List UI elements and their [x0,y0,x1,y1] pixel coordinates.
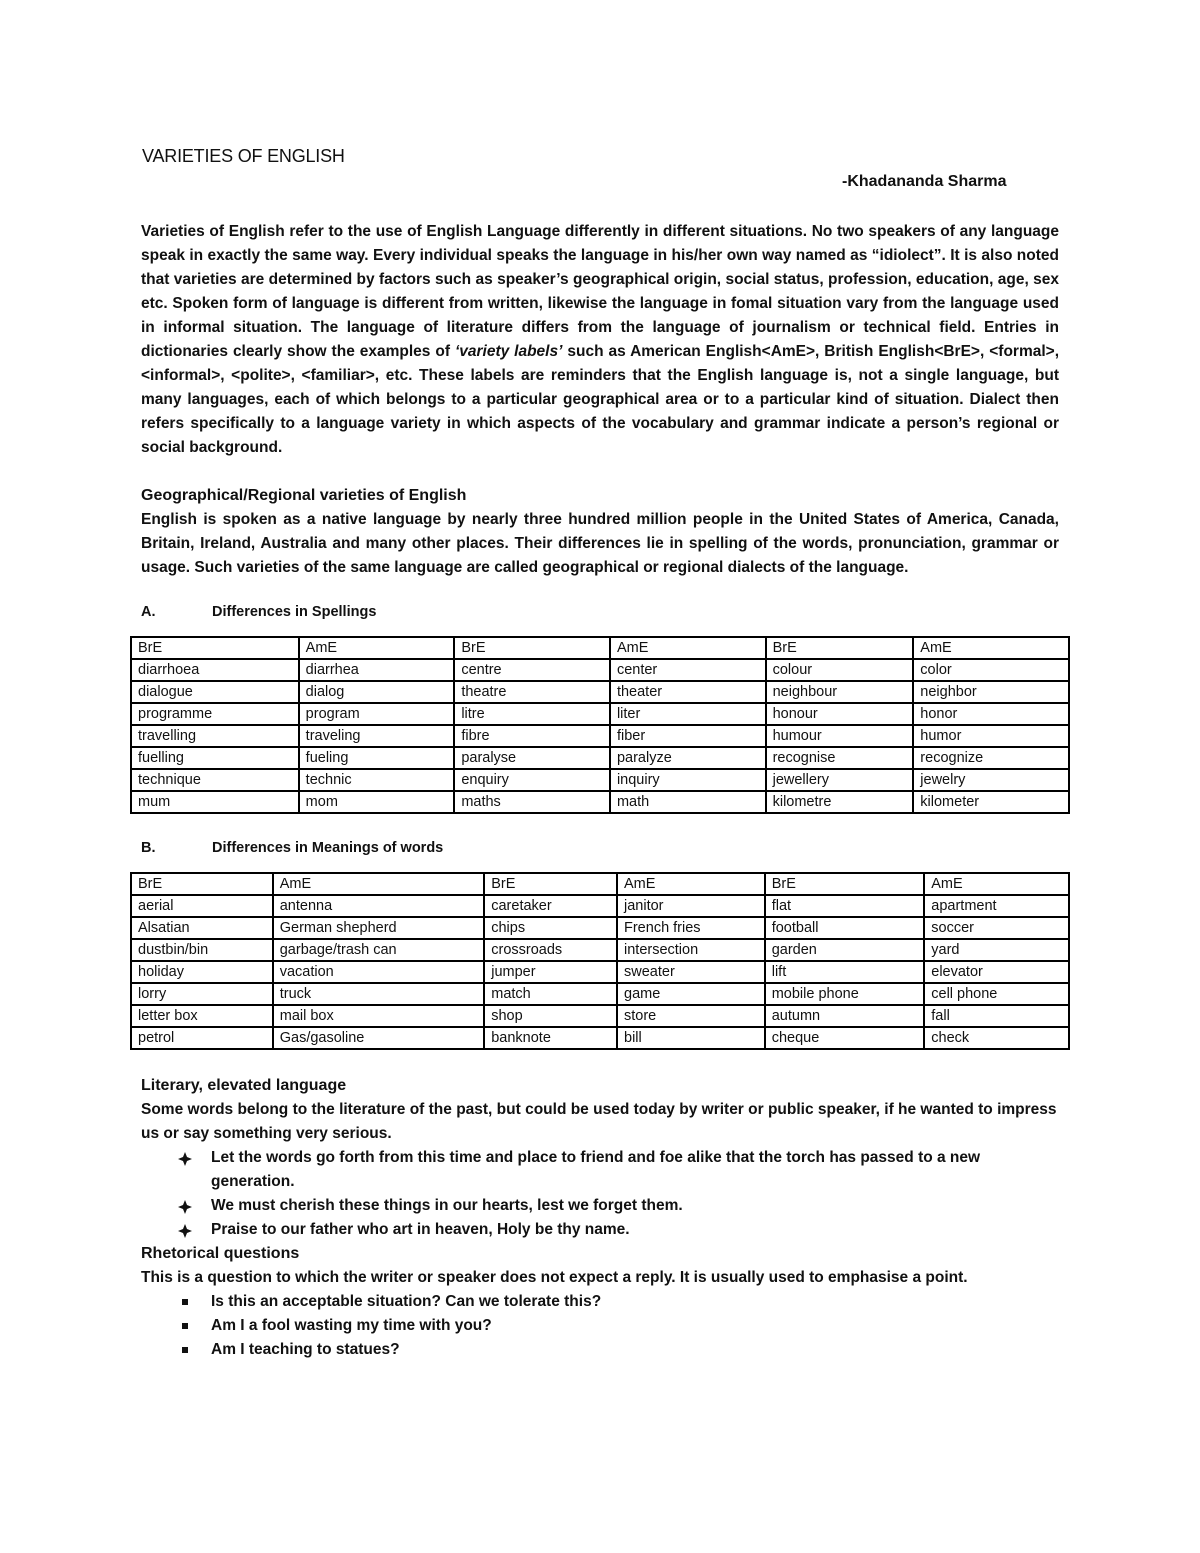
table-row [131,791,1069,813]
table-cell: diarrhoea [131,659,299,681]
intro-text: Varieties of English refer to the use of English Language differently in different situations. No two speakers of any language speak in exactly the same way. Every individual speaks the language in his/her own way named as “idiolect”. It is also noted that varieties are determined by factors such as speaker’s geographical origin, social status, profession, education, age, sex etc. Spoken form of language is different from written, likewise the language in fomal situation vary from the language used in informal situation. The language of literature differs from the language of journalism or technical field. Entries in dictionaries clearly show the examples of [141,223,1059,360]
table-row [131,961,1069,983]
spacer [141,1050,1059,1074]
table-cell: apartment [924,895,1069,917]
table-cell: game [617,983,765,1005]
meaning-table [130,872,1070,1050]
column-header: AmE [273,873,485,895]
table-cell: enquiry [454,769,610,791]
square-bullet-icon [175,1338,195,1362]
table-cell: programme [131,703,299,725]
rhetorical-heading: Rhetorical questions [141,1245,300,1262]
geo-heading: Geographical/Regional varieties of English [141,487,467,504]
table-cell: kilometre [766,791,914,813]
document-body [138,220,1060,1362]
table-row [131,1005,1069,1027]
table-cell: litre [454,703,610,725]
column-header: BrE [484,873,617,895]
column-header: AmE [617,873,765,895]
table-cell: technic [299,769,455,791]
table-cell: flat [765,895,925,917]
table-cell: lift [765,961,925,983]
list-item: Is this an acceptable situation? Can we tolerate this? [141,1290,1059,1314]
table-cell: check [924,1027,1069,1049]
table-cell: football [765,917,925,939]
table-cell: jumper [484,961,617,983]
table-cell: janitor [617,895,765,917]
table-cell: French fries [617,917,765,939]
diamond-bullet-icon [175,1218,195,1242]
rhetorical-paragraph: This is a question to which the writer or speaker does not expect a reply. It is usually used to emphasise a point. [141,1269,968,1286]
table-cell: autumn [765,1005,925,1027]
table-cell: lorry [131,983,273,1005]
table-cell: antenna [273,895,485,917]
table-row [131,747,1069,769]
square-bullet-icon [175,1290,195,1314]
table-cell: jewellery [766,769,914,791]
spacer [141,580,1059,600]
table-cell: mum [131,791,299,813]
table-row [131,725,1069,747]
column-header: BrE [454,637,610,659]
section-b-letter: B. [141,840,156,856]
table-cell: travelling [131,725,299,747]
table-cell: soccer [924,917,1069,939]
table-cell: fall [924,1005,1069,1027]
spacer [141,814,1059,836]
spelling-table [130,636,1070,814]
table-cell: maths [454,791,610,813]
table-cell: yard [924,939,1069,961]
table-cell: cell phone [924,983,1069,1005]
table-cell: technique [131,769,299,791]
section_b-header-row [131,873,1069,895]
table-row [131,703,1069,725]
literary-examples [141,1146,1059,1242]
table-cell: paralyse [454,747,610,769]
table-cell: holiday [131,961,273,983]
document-author: -Khadananda Sharma [842,173,1007,190]
spacer [141,460,1059,484]
table-cell: fibre [454,725,610,747]
table-cell: kilometer [913,791,1069,813]
geo-paragraph: English is spoken as a native language by nearly three hundred million people in the United States of America, Canada, Britain, Ireland, Australia and many other places. Their differences lie in spelling of the words, pronunciation, grammar or usage. Such varieties of the same language are called geographical or regional dialects of the language. [141,511,1059,576]
list-item: Let the words go forth from this time and place to friend and foe alike that the torch has passed to a new generation. [141,1146,1059,1194]
intro-text-end: such as American English<AmE>, British English<BrE>, <formal>, <informal>, <polite>, <familiar>, etc. These labels are reminders that the English language is, not a single language, but many languages, each of which belongs to a particular geographical area or to a particular kind of situation. Dialect then refers specifically to a language variety in which aspects of the vocabulary and grammar indicate a person’s regional or social background. [141,343,1060,456]
table-cell: garbage/trash can [273,939,485,961]
table-cell: recognize [913,747,1069,769]
table-cell: elevator [924,961,1069,983]
literary-heading: Literary, elevated language [141,1077,347,1094]
table-cell: centre [454,659,610,681]
table-cell: shop [484,1005,617,1027]
table-cell: Gas/gasoline [273,1027,485,1049]
table-cell: mail box [273,1005,485,1027]
table-cell: garden [765,939,925,961]
table-cell: aerial [131,895,273,917]
table-cell: honor [913,703,1069,725]
table-cell: caretaker [484,895,617,917]
table-cell: jewelry [913,769,1069,791]
table-cell: neighbour [766,681,914,703]
table-cell: crossroads [484,939,617,961]
table-cell: math [610,791,766,813]
table-cell: mobile phone [765,983,925,1005]
table-cell: mom [299,791,455,813]
table-cell: color [913,659,1069,681]
list-item: Am I a fool wasting my time with you? [141,1314,1059,1338]
table-cell: cheque [765,1027,925,1049]
table-cell: Alsatian [131,917,273,939]
table-cell: dialog [299,681,455,703]
table-cell: theater [610,681,766,703]
table-cell: sweater [617,961,765,983]
table-cell: letter box [131,1005,273,1027]
section-a-title: Differences in Spellings [212,604,377,620]
table-cell: petrol [131,1027,273,1049]
diamond-bullet-icon [175,1146,195,1170]
list-item: Praise to our father who art in heaven, Holy be thy name. [141,1218,1059,1242]
table-row [131,681,1069,703]
table-cell: chips [484,917,617,939]
column-header: BrE [131,873,273,895]
table-cell: dialogue [131,681,299,703]
intro-paragraph [141,220,1059,460]
table-cell: match [484,983,617,1005]
intro-italic-term: ‘variety labels’ [454,343,563,360]
list-item: We must cherish these things in our hearts, lest we forget them. [141,1194,1059,1218]
spelling-table-wrap [130,636,1059,814]
table-cell: vacation [273,961,485,983]
document-title: VARIETIES OF ENGLISH [142,146,345,166]
table-cell: inquiry [610,769,766,791]
table-cell: honour [766,703,914,725]
table-row [131,1027,1069,1049]
meaning-table-wrap [130,872,1059,1050]
table-row [131,769,1069,791]
table-cell: bill [617,1027,765,1049]
table-cell: diarrhea [299,659,455,681]
literary-paragraph: Some words belong to the literature of the past, but could be used today by writer or public speaker, if he wanted to impress us or say something very serious. [141,1101,1057,1142]
table-cell: German shepherd [273,917,485,939]
table-cell: colour [766,659,914,681]
square-bullet-icon [175,1314,195,1338]
column-header: AmE [610,637,766,659]
table-cell: humour [766,725,914,747]
table-row [131,917,1069,939]
table-cell: dustbin/bin [131,939,273,961]
table-cell: fiber [610,725,766,747]
table-cell: intersection [617,939,765,961]
table-cell: program [299,703,455,725]
column-header: AmE [913,637,1069,659]
table-cell: fueling [299,747,455,769]
list-item: Am I teaching to statues? [141,1338,1059,1362]
table-cell: banknote [484,1027,617,1049]
table-row [131,659,1069,681]
section_a-header-row [131,637,1069,659]
section-a-label [141,600,1059,624]
table-cell: center [610,659,766,681]
table-cell: theatre [454,681,610,703]
column-header: AmE [924,873,1069,895]
column-header: AmE [299,637,455,659]
section-a-letter: A. [141,604,156,620]
column-header: BrE [766,637,914,659]
table-cell: truck [273,983,485,1005]
section-b-title: Differences in Meanings of words [212,840,444,856]
table-cell: traveling [299,725,455,747]
table-row [131,983,1069,1005]
rhetorical-examples [141,1290,1059,1362]
table-cell: humor [913,725,1069,747]
section-b-label [141,836,1059,860]
column-header: BrE [131,637,299,659]
diamond-bullet-icon [175,1194,195,1218]
table-cell: recognise [766,747,914,769]
table-cell: paralyze [610,747,766,769]
table-cell: liter [610,703,766,725]
table-row [131,895,1069,917]
table-cell: store [617,1005,765,1027]
table-cell: neighbor [913,681,1069,703]
table-cell: fuelling [131,747,299,769]
column-header: BrE [765,873,925,895]
table-row [131,939,1069,961]
